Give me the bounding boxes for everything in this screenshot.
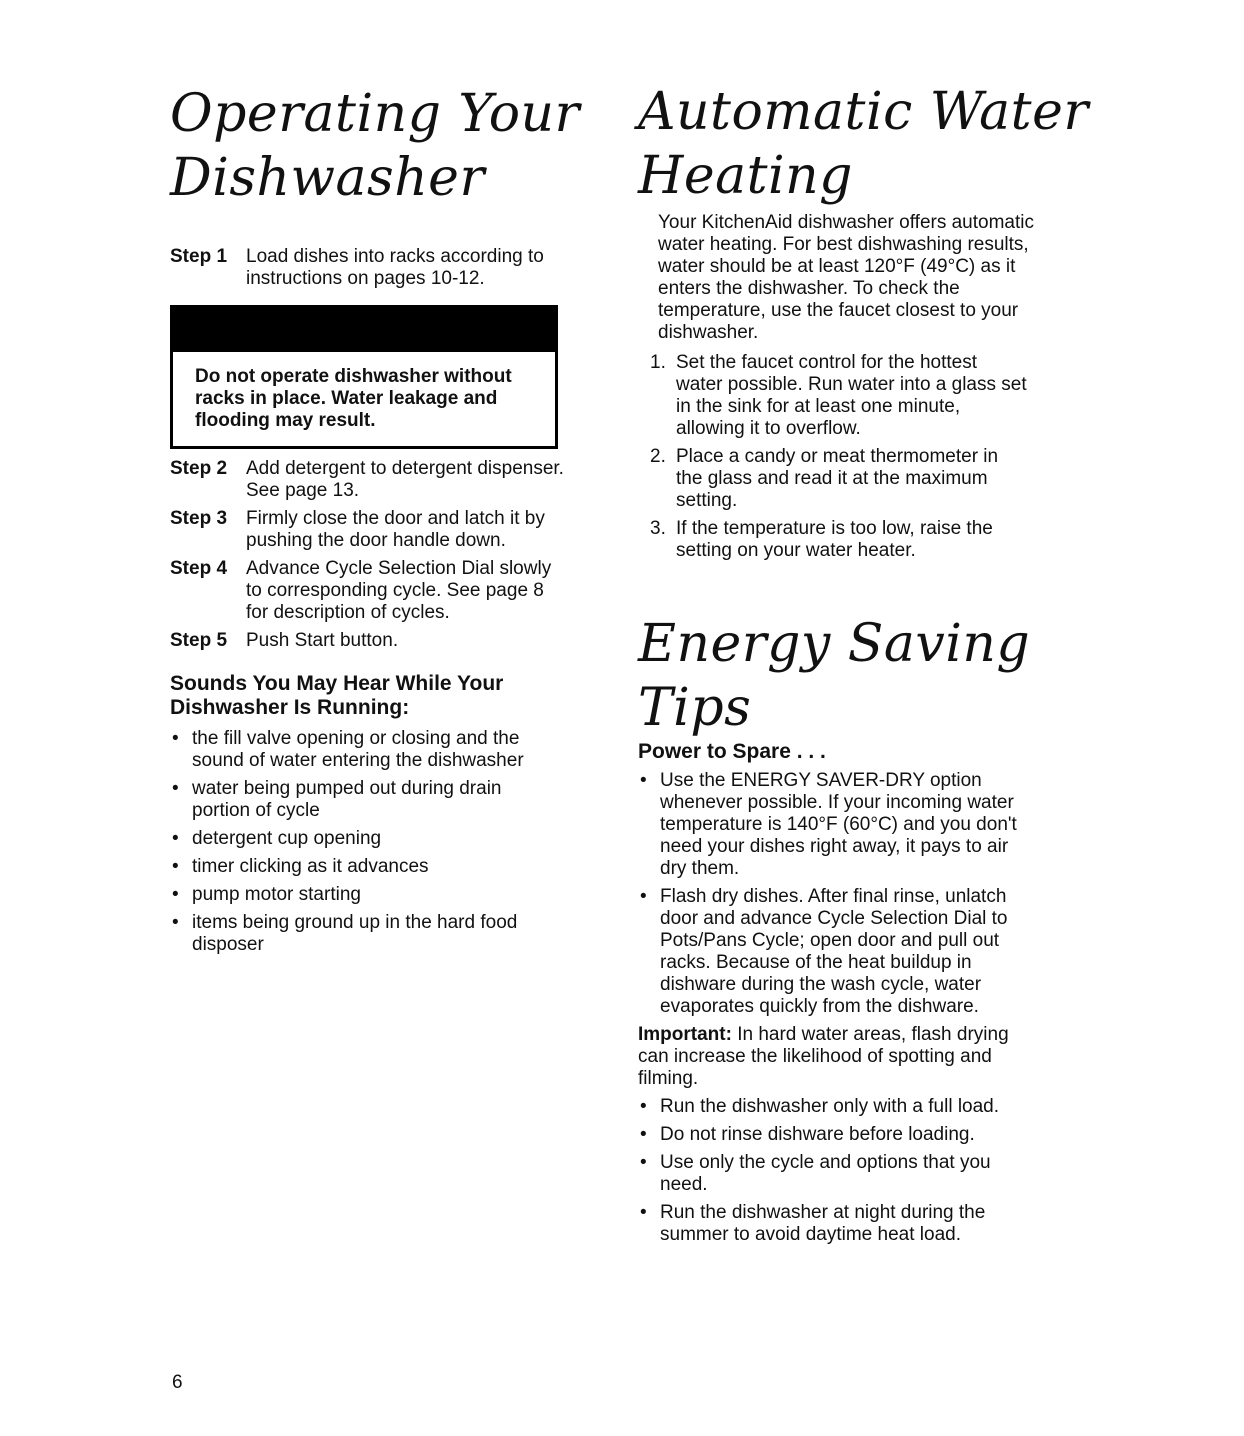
step-4 (170, 558, 570, 624)
list-item: • Use the ENERGY SAVER-DRY option whenever possible. If your incoming water temperature is 140°F (60°C) and you don't need your dishes right away, it pays to air dry them. (640, 770, 1017, 879)
bullet-icon: • (172, 778, 179, 799)
bullet-icon: • (172, 728, 179, 749)
bullet-icon: • (640, 1202, 647, 1223)
list-item: • Run the dishwasher at night during the summer to avoid daytime heat load. (640, 1202, 986, 1245)
important-label: Important: (638, 1024, 732, 1045)
step-2 (170, 458, 570, 502)
power-heading: Power to Spare . . . (638, 740, 826, 763)
warning-text: Do not operate dishwasher without racks in place. Water leakage and flooding may result. (195, 366, 512, 431)
energy-title (638, 612, 1030, 740)
step-2-text: Add detergent to detergent dispenser. See page 13. (246, 458, 564, 501)
list-item: • detergent cup opening (172, 828, 382, 849)
bullet-icon: • (172, 884, 179, 905)
bullet-icon: • (172, 912, 179, 933)
bullet-icon: • (172, 828, 179, 849)
list-item: • Use only the cycle and options that you need. (640, 1152, 991, 1195)
power-list (638, 770, 1033, 1024)
bullet-icon: • (640, 1096, 647, 1117)
list-item: • pump motor starting (172, 884, 361, 905)
list-item: • Run the dishwasher only with a full load. (640, 1096, 1000, 1117)
sounds-list (170, 728, 560, 962)
step-1-label: Step 1 (170, 246, 228, 267)
page-number: 6 (172, 1372, 183, 1393)
list-item: • the fill valve opening or closing and the sound of water entering the dishwasher (172, 728, 524, 771)
list-item: • water being pumped out during drain portion of cycle (172, 778, 502, 821)
list-item: • timer clicking as it advances (172, 856, 429, 877)
warning-box (170, 305, 558, 449)
operating-title (170, 82, 580, 210)
bullet-icon: • (640, 770, 647, 791)
heating-title (638, 80, 1089, 208)
energy-title-line1: Energy Saving (638, 614, 1031, 674)
list-item: 3. If the temperature is too low, raise the setting on your water heater. (650, 518, 993, 561)
heating-intro: Your KitchenAid dishwasher offers automatic water heating. For best dishwashing results, water should be at least 120°F (49°C) as it enters the dishwasher. To check the temperature, use the faucet closest to your dishwasher. (658, 212, 1034, 343)
heating-title-line1: Automatic Water (638, 82, 1089, 142)
step-2-label: Step 2 (170, 458, 228, 479)
energy-title-line2: Tips (638, 678, 752, 738)
list-item: 2. Place a candy or meat thermometer in the glass and read it at the maximum setting. (650, 446, 999, 511)
list-item: • items being ground up in the hard food disposer (172, 912, 518, 955)
list-item: • Flash dry dishes. After final rinse, unlatch door and advance Cycle Selection Dial to Pots/Pans Cycle; open door and pull out racks. Because of the heat buildup in dishware during the wash cycle, water evaporates quickly from the dishware. (640, 886, 1008, 1017)
more-tips-list (638, 1096, 1033, 1252)
step-1 (170, 246, 570, 290)
important-note (638, 1024, 1033, 1090)
operating-title-line2: Dishwasher (170, 148, 485, 208)
heating-steps (638, 352, 1028, 568)
bullet-icon: • (640, 1152, 647, 1173)
step-1-text: Load dishes into racks according to instructions on pages 10-12. (246, 246, 544, 289)
step-4-text: Advance Cycle Selection Dial slowly to corresponding cycle. See page 8 for description of cycles. (246, 558, 552, 623)
step-5 (170, 630, 570, 652)
heating-title-line2: Heating (638, 146, 853, 206)
list-item: • Do not rinse dishware before loading. (640, 1124, 975, 1145)
list-item: 1. Set the faucet control for the hottest water possible. Run water into a glass set in the sink for at least one minute, allowing it to overflow. (650, 352, 1027, 439)
step-3 (170, 508, 570, 552)
step-3-label: Step 3 (170, 508, 228, 529)
step-5-label: Step 5 (170, 630, 228, 651)
bullet-icon: • (172, 856, 179, 877)
operating-title-line1: Operating Your (170, 84, 580, 144)
important-text: In hard water areas, flash drying can increase the likelihood of spotting and filming. (638, 1024, 1009, 1089)
step-4-label: Step 4 (170, 558, 228, 579)
bullet-icon: • (640, 886, 647, 907)
sounds-heading: Sounds You May Hear While Your Dishwasher Is Running: (170, 672, 504, 719)
warning-header-bar (173, 308, 555, 352)
step-5-text: Push Start button. (246, 630, 399, 651)
step-3-text: Firmly close the door and latch it by pushing the door handle down. (246, 508, 545, 551)
bullet-icon: • (640, 1124, 647, 1145)
steps-2-5 (170, 458, 570, 652)
